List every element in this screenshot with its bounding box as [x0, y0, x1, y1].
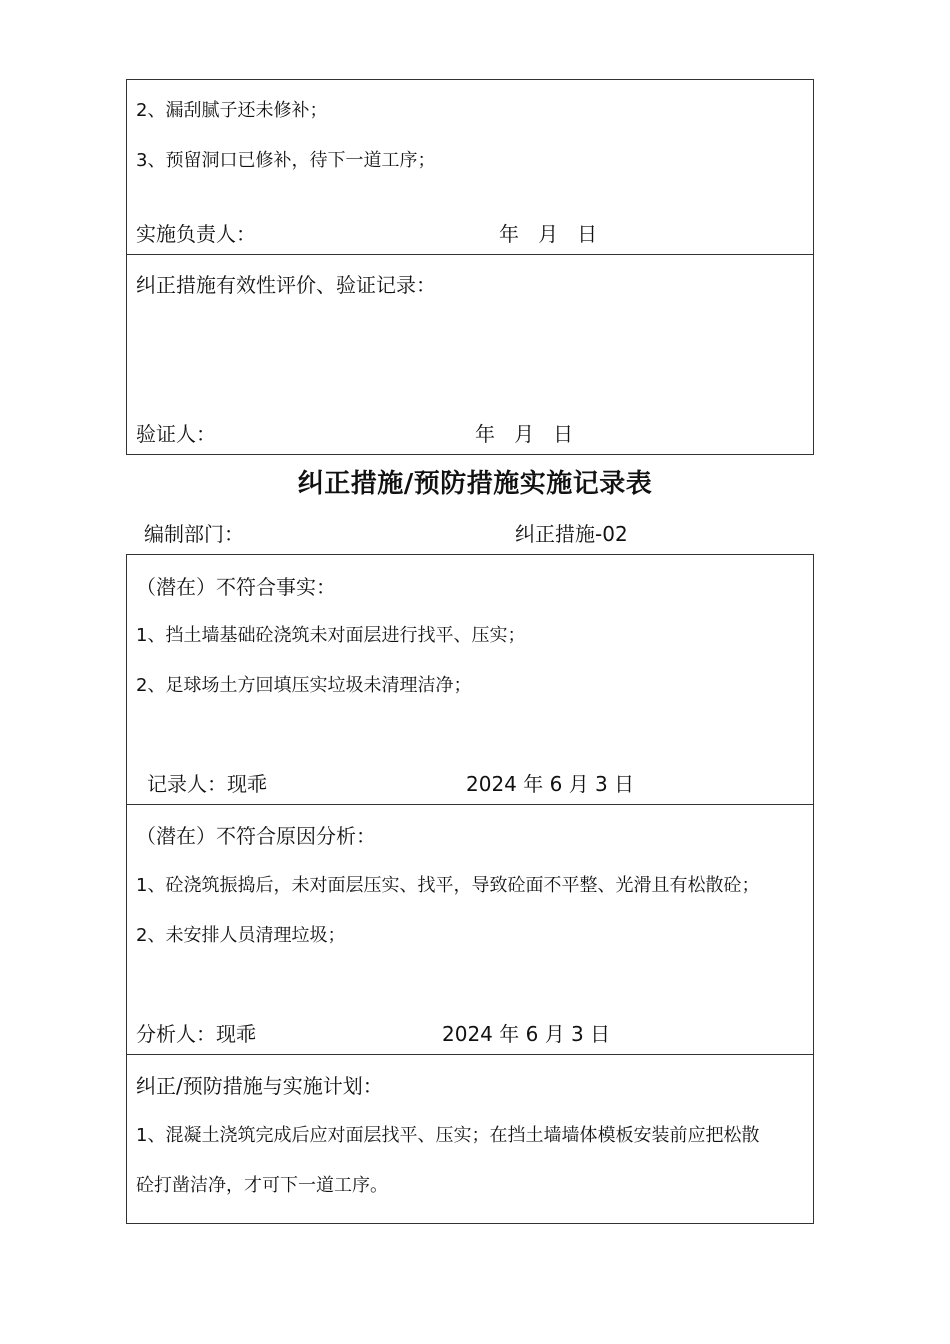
top-table — [126, 79, 814, 455]
causes-analyst: 分析人：现乖 — [136, 1022, 256, 1046]
verifier-date: 年 月 日 — [475, 422, 574, 446]
implementer-date: 年 月 日 — [499, 222, 598, 246]
form-code: 纠正措施-02 — [515, 522, 628, 546]
main-table — [126, 554, 814, 1224]
verifier-label: 验证人： — [136, 422, 216, 446]
plan-heading: 纠正/预防措施与实施计划： — [136, 1074, 383, 1098]
facts-line-2: 2、足球场土方回填压实垃圾未清理洁净； — [136, 675, 472, 696]
facts-line-1: 1、挡土墙基础砼浇筑未对面层进行找平、压实； — [136, 625, 526, 646]
causes-date: 2024 年 6 月 3 日 — [442, 1022, 611, 1046]
causes-line-1: 1、砼浇筑振捣后，未对面层压实、找平，导致砼面不平整、光滑且有松散砼； — [136, 875, 760, 896]
top-divider — [127, 254, 813, 255]
facts-divider — [127, 804, 813, 805]
causes-heading: （潜在）不符合原因分析： — [136, 824, 376, 848]
department-label: 编制部门： — [144, 522, 244, 546]
causes-divider — [127, 1054, 813, 1055]
facts-recorder: 记录人：现乖 — [147, 772, 267, 796]
top-line-2: 3、预留洞口已修补，待下一道工序； — [136, 150, 436, 171]
implementer-label: 实施负责人： — [136, 222, 256, 246]
top-line-1: 2、漏刮腻子还未修补； — [136, 100, 328, 121]
facts-date: 2024 年 6 月 3 日 — [466, 772, 635, 796]
plan-line-2: 砼打凿洁净，才可下一道工序。 — [136, 1175, 388, 1196]
facts-heading: （潜在）不符合事实： — [136, 575, 336, 599]
causes-line-2: 2、未安排人员清理垃圾； — [136, 925, 346, 946]
form-title: 纠正措施/预防措施实施记录表 — [297, 469, 653, 499]
plan-line-1: 1、混凝土浇筑完成后应对面层找平、压实；在挡土墙墙体模板安装前应把松散 — [136, 1125, 760, 1146]
evaluation-label: 纠正措施有效性评价、验证记录： — [136, 273, 436, 297]
